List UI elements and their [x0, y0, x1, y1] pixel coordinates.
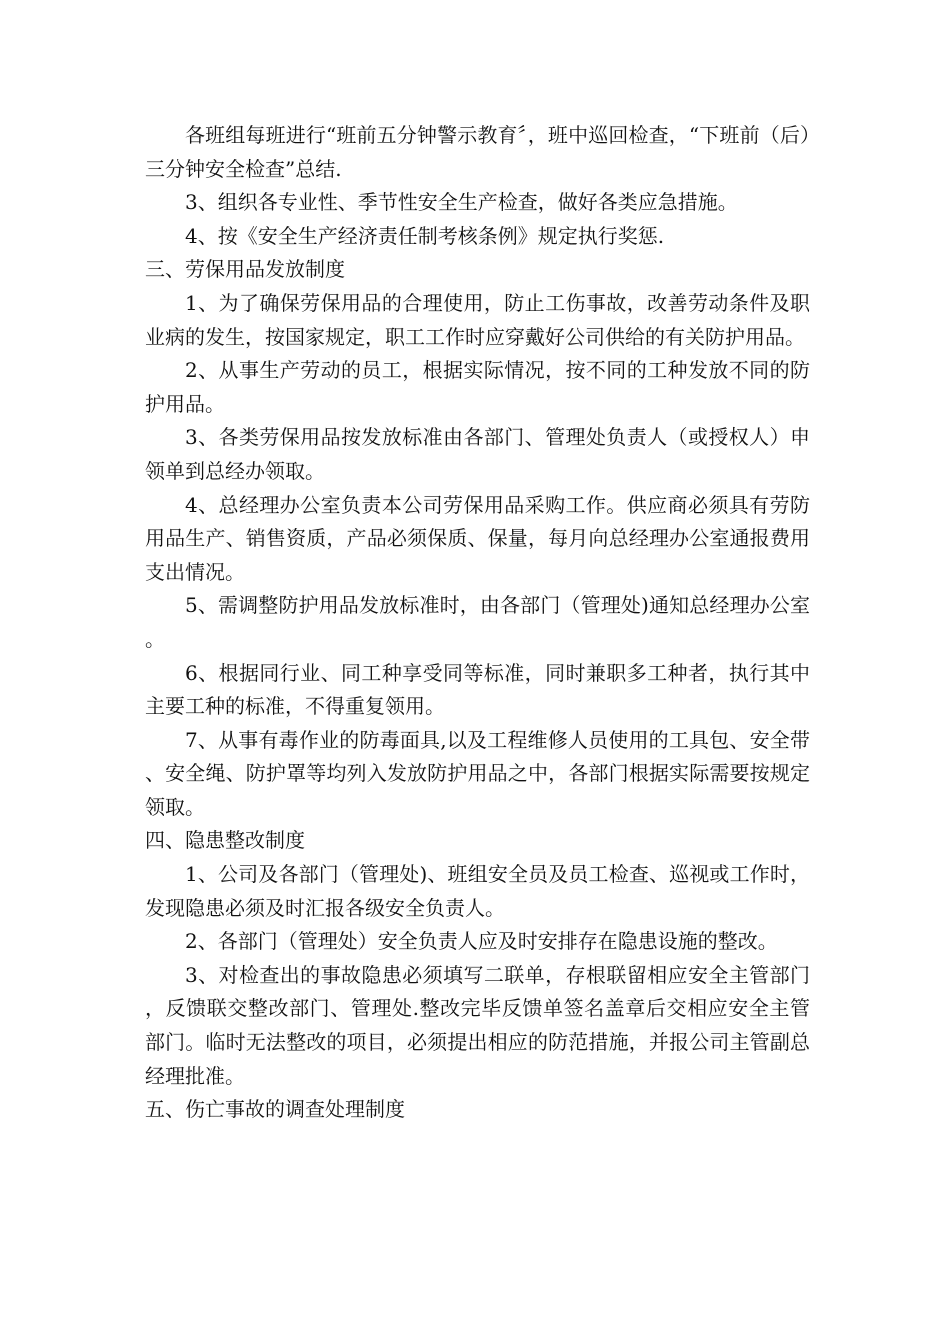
paragraph-ppe-special-equipment: 7、从事有毒作业的防毒面具,以及工程维修人员使用的工具包、安全带、安全绳、防护罩等均列入发放防护用品之中，各部门根据实际需要按规定领取。 [145, 727, 810, 819]
paragraph-shift-safety-education: 各班组每班进行“班前五分钟警示教育〞，班中巡回检查，“下班前（后）三分钟安全检查”总结. [145, 123, 810, 181]
section-heading-hazard-rectification: 四、隐患整改制度 [145, 828, 305, 853]
paragraph-hazard-arrangement: 2、各部门（管理处）安全负责人应及时安排存在隐患设施的整改。 [185, 929, 778, 954]
paragraph-seasonal-inspection: 3、组织各专业性、季节性安全生产检查，做好各类应急措施。 [185, 190, 738, 215]
paragraph-hazard-reporting: 1、公司及各部门（管理处)、班组安全员及员工检查、巡视或工作时，发现隐患必须及时汇报各级安全负责人。 [145, 862, 810, 920]
paragraph-ppe-standard-adjustment: 5、需调整防护用品发放标准时，由各部门（管理处)通知总经理办公室。 [145, 593, 810, 651]
paragraph-rewards-penalties: 4、按《安全生产经济责任制考核条例》规定执行奖惩. [185, 223, 665, 248]
paragraph-ppe-multi-job: 6、根据同行业、同工种享受同等标准，同时兼职多工种者，执行其中主要工种的标准，不得重复领用。 [145, 660, 810, 719]
paragraph-ppe-requisition: 3、各类劳保用品按发放标准由各部门、管理处负责人（或授权人）申领单到总经办领取。 [145, 425, 810, 483]
section-heading-accident-investigation: 五、伤亡事故的调查处理制度 [145, 1097, 405, 1122]
paragraph-ppe-by-job-type: 2、从事生产劳动的员工，根据实际情况，按不同的工种发放不同的防护用品。 [145, 358, 810, 416]
document-page [145, 119, 810, 1127]
paragraph-ppe-procurement: 4、总经理办公室负责本公司劳保用品采购工作。供应商必须具有劳防用品生产、销售资质，产品必须保质、保量，每月向总经理办公室通报费用支出情况。 [145, 492, 810, 584]
paragraph-hazard-form-procedure: 3、对检查出的事故隐患必须填写二联单，存根联留相应安全主管部门，反馈联交整改部门、管理处.整改完毕反馈单签名盖章后交相应安全主管部门。临时无法整改的项目，必须提出相应的防范措施，并报公司主管副总经理批准。 [145, 962, 810, 1088]
section-heading-ppe-distribution: 三、劳保用品发放制度 [145, 257, 345, 282]
paragraph-ppe-purpose: 1、为了确保劳保用品的合理使用，防止工伤事故，改善劳动条件及职业病的发生，按国家规定，职工工作时应穿戴好公司供给的有关防护用品。 [145, 290, 810, 349]
